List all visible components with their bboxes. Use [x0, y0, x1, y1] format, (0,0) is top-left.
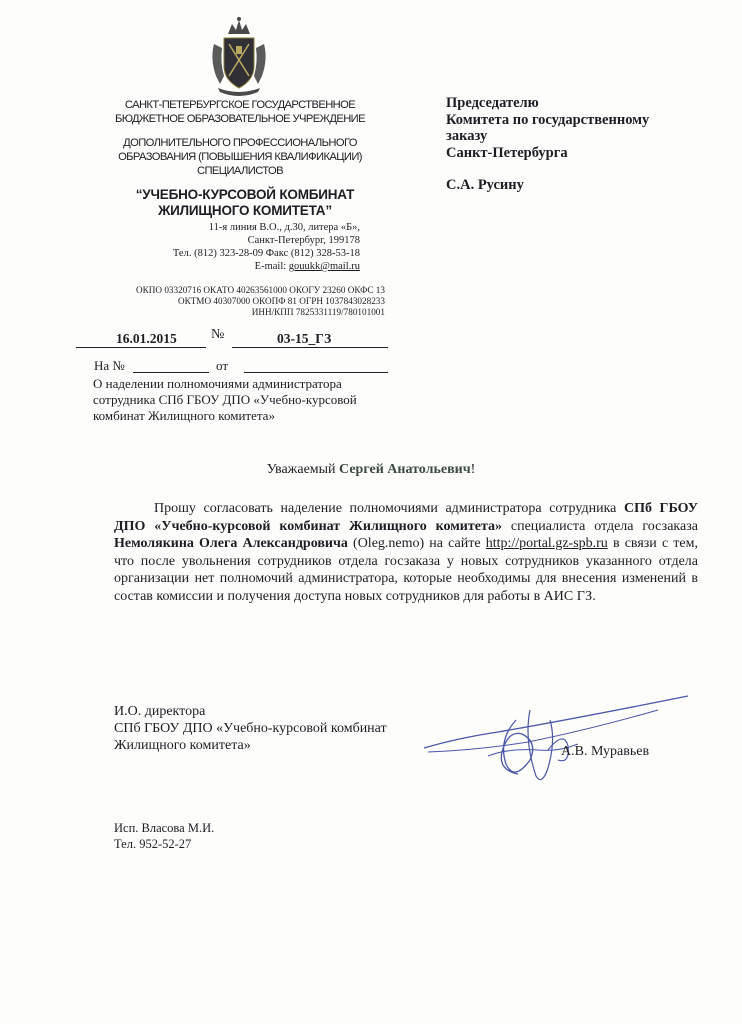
body-text: Прошу согласовать наделение полномочиями администратора сотрудника [154, 501, 624, 516]
body-text: специалиста отдела госзаказа [502, 518, 698, 534]
registry-codes-line: ИНН/КПП 7825331119/780101001 [251, 307, 385, 317]
recipient-block [446, 95, 686, 194]
letter-body [114, 500, 698, 605]
recipient-name: С.А. Русину [446, 177, 524, 193]
org-name-line: ОБРАЗОВАНИЯ (ПОВЫШЕНИЯ КВАЛИФИКАЦИИ) [118, 151, 362, 163]
body-text: (Oleg.nemo) на сайте [347, 536, 486, 551]
body-text: в связи с тем, что после увольнения сотрудников отдела госзаказа у новых сотрудников указанного отдела организации нет полномочий администратора, которые необходимы для внесения изменений в состав комиссии и получения доступа новых сотрудников для работы в АИС ГЗ. [114, 536, 698, 604]
executor-block [114, 820, 214, 852]
org-name-line: САНКТ-ПЕТЕРБУРГСКОЕ ГОСУДАРСТВЕННОЕ [124, 99, 356, 111]
number-underline [232, 347, 388, 348]
signer-name: А.В. Муравьев [561, 744, 650, 759]
signatory-org: СПб ГБОУ ДПО «Учебно-курсовой комбинат [114, 721, 387, 736]
registry-codes-line: ОКТМО 40307000 ОКОПФ 81 ОГРН 1037843028233 [178, 296, 385, 306]
signatory-position: И.О. директора [114, 704, 206, 719]
org-title-line: “УЧЕБНО-КУРСОВОЙ КОМБИНАТ [135, 187, 355, 202]
document-number: 03-15_ГЗ [277, 331, 332, 346]
coat-of-arms-icon [206, 14, 272, 96]
date-underline [76, 347, 206, 348]
recipient-line: Комитета по государственному [446, 111, 650, 128]
greeting [0, 462, 742, 478]
recipient-line: заказу [446, 128, 488, 144]
subject: О наделении полномочиями администратора сотрудника СПб ГБОУ ДПО «Учебно-курсовой комбинат Жилищного комитета» [93, 376, 357, 423]
executor-name: Исп. Власова М.И. [114, 821, 215, 835]
address-line: Санкт-Петербург, 199178 [247, 235, 360, 246]
email-label: E-mail: [254, 261, 289, 272]
org-title-line: ЖИЛИЩНОГО КОМИТЕТА” [158, 203, 332, 218]
recipient-line: Председателю [446, 95, 539, 111]
registry-codes-line: ОКПО 03320716 ОКАТО 40263561000 ОКОГУ 23260 ОКФС 13 [136, 285, 385, 295]
reference-date-line [244, 372, 388, 373]
signature-block [114, 703, 444, 754]
email-line [130, 261, 360, 274]
address-line: 11-я линия В.О., д.30, литера «Б», [208, 222, 360, 233]
recipient-line: Санкт-Петербурга [446, 144, 568, 161]
org-name-line: БЮДЖЕТНОЕ ОБРАЗОВАТЕЛЬНОЕ УЧРЕЖДЕНИЕ [115, 113, 365, 125]
org-name-line: СПЕЦИАЛИСТОВ [197, 165, 283, 177]
reference-number-line [133, 372, 209, 373]
body-person-name: Немолякина Олега Александровича [114, 536, 348, 551]
greeting-name: Сергей Анатольевич [339, 462, 471, 477]
portal-link[interactable]: http://portal.gz-spb.ru [485, 536, 608, 551]
handwritten-signature-icon [418, 690, 698, 790]
reference-label: На № [94, 358, 125, 373]
greeting-prefix: Уважаемый [266, 462, 340, 477]
phone-fax-line: Тел. (812) 323-28-09 Факс (812) 328-53-18 [172, 248, 360, 259]
email-link[interactable]: gouukk@mail.ru [288, 261, 360, 272]
greeting-suffix: ! [470, 462, 476, 477]
reference-from-label: от [216, 358, 229, 373]
body-org-name: СПб ГБОУ ДПО «Учебно-курсовой комбинат Жилищного комитета» [114, 501, 698, 534]
number-sign: № [211, 327, 225, 342]
executor-phone: Тел. 952-52-27 [114, 837, 192, 851]
org-name-line: ДОПОЛНИТЕЛЬНОГО ПРОФЕССИОНАЛЬНОГО [123, 137, 357, 149]
document-date: 16.01.2015 [116, 331, 177, 346]
signatory-org: Жилищного комитета» [114, 738, 251, 753]
